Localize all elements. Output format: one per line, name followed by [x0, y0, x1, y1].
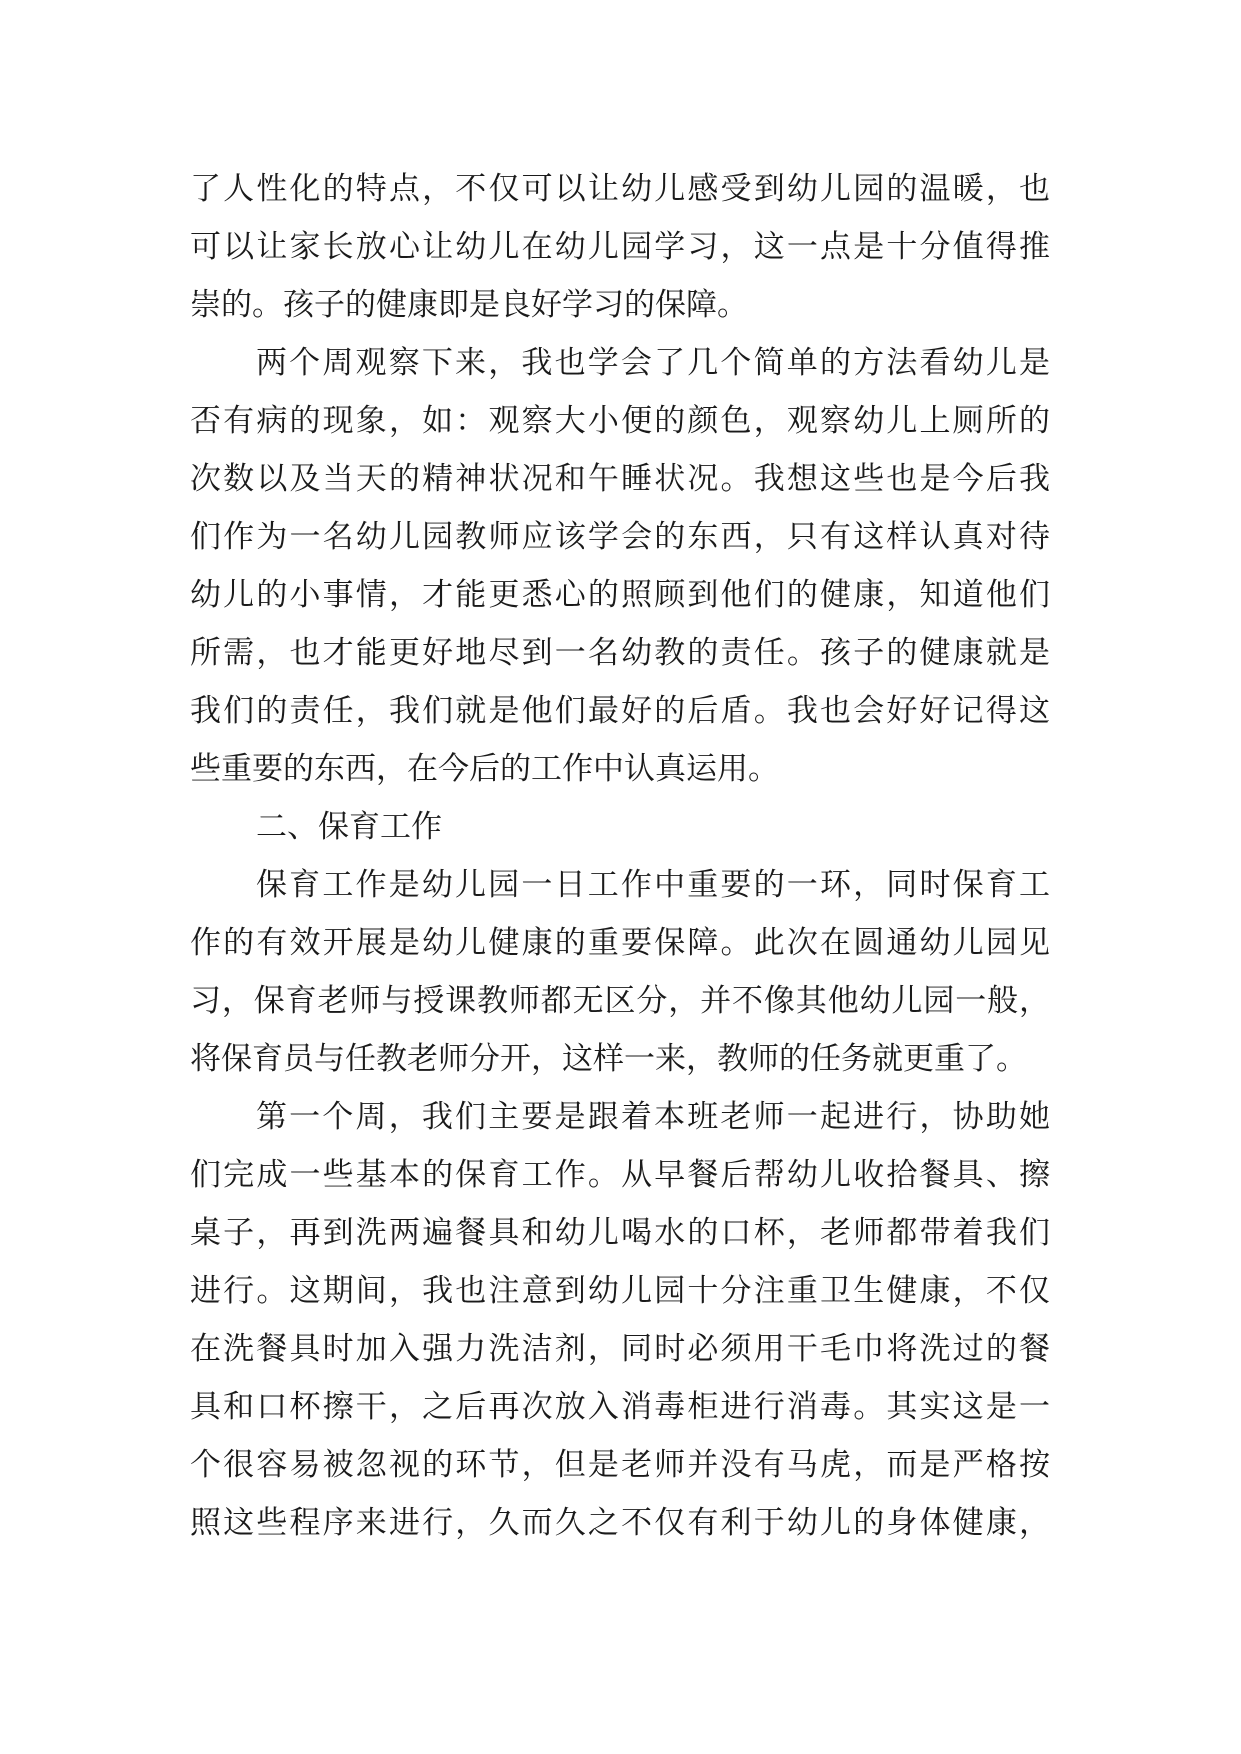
text-line: 二、保育工作 — [256, 809, 442, 845]
document-body — [190, 160, 1050, 1552]
text-line: 习，保育老师与授课教师都无区分，并不像其他幼儿园一般， — [190, 983, 1050, 1019]
text-line: 次数以及当天的精神状况和午睡状况。我想这些也是今后我 — [190, 461, 1050, 497]
text-line: 些重要的东西，在今后的工作中认真运用。 — [190, 751, 779, 787]
text-line: 我们的责任，我们就是他们最好的后盾。我也会好好记得这 — [190, 693, 1050, 729]
text-line: 们作为一名幼儿园教师应该学会的东西，只有这样认真对待 — [190, 519, 1050, 555]
text-line: 照这些程序来进行，久而久之不仅有利于幼儿的身体健康， — [190, 1505, 1050, 1541]
text-line: 所需，也才能更好地尽到一名幼教的责任。孩子的健康就是 — [190, 635, 1050, 671]
text-line: 作的有效开展是幼儿健康的重要保障。此次在圆通幼儿园见 — [190, 925, 1050, 961]
text-line: 了人性化的特点，不仅可以让幼儿感受到幼儿园的温暖，也 — [190, 171, 1050, 207]
text-line: 可以让家长放心让幼儿在幼儿园学习，这一点是十分值得推 — [190, 229, 1050, 265]
text-line: 第一个周，我们主要是跟着本班老师一起进行，协助她 — [256, 1099, 1050, 1135]
text-line: 两个周观察下来，我也学会了几个简单的方法看幼儿是 — [256, 345, 1050, 381]
text-line: 们完成一些基本的保育工作。从早餐后帮幼儿收拾餐具、擦 — [190, 1157, 1050, 1193]
text-line: 幼儿的小事情，才能更悉心的照顾到他们的健康，知道他们 — [190, 577, 1050, 613]
paragraph — [190, 1088, 1050, 1552]
text-line: 桌子，再到洗两遍餐具和幼儿喝水的口杯，老师都带着我们 — [190, 1215, 1050, 1251]
text-line: 保育工作是幼儿园一日工作中重要的一环，同时保育工 — [256, 867, 1050, 903]
section-heading — [190, 798, 1050, 856]
text-line: 在洗餐具时加入强力洗洁剂，同时必须用干毛巾将洗过的餐 — [190, 1331, 1050, 1367]
text-line: 个很容易被忽视的环节，但是老师并没有马虎，而是严格按 — [190, 1447, 1050, 1483]
paragraph — [190, 160, 1050, 334]
text-line: 进行。这期间，我也注意到幼儿园十分注重卫生健康，不仅 — [190, 1273, 1050, 1309]
text-line: 将保育员与任教老师分开，这样一来，教师的任务就更重了。 — [190, 1041, 1027, 1077]
text-line: 具和口杯擦干，之后再次放入消毒柜进行消毒。其实这是一 — [190, 1389, 1050, 1425]
text-line: 否有病的现象，如：观察大小便的颜色，观察幼儿上厕所的 — [190, 403, 1050, 439]
paragraph — [190, 856, 1050, 1088]
text-line: 崇的。孩子的健康即是良好学习的保障。 — [190, 287, 748, 323]
paragraph — [190, 334, 1050, 798]
